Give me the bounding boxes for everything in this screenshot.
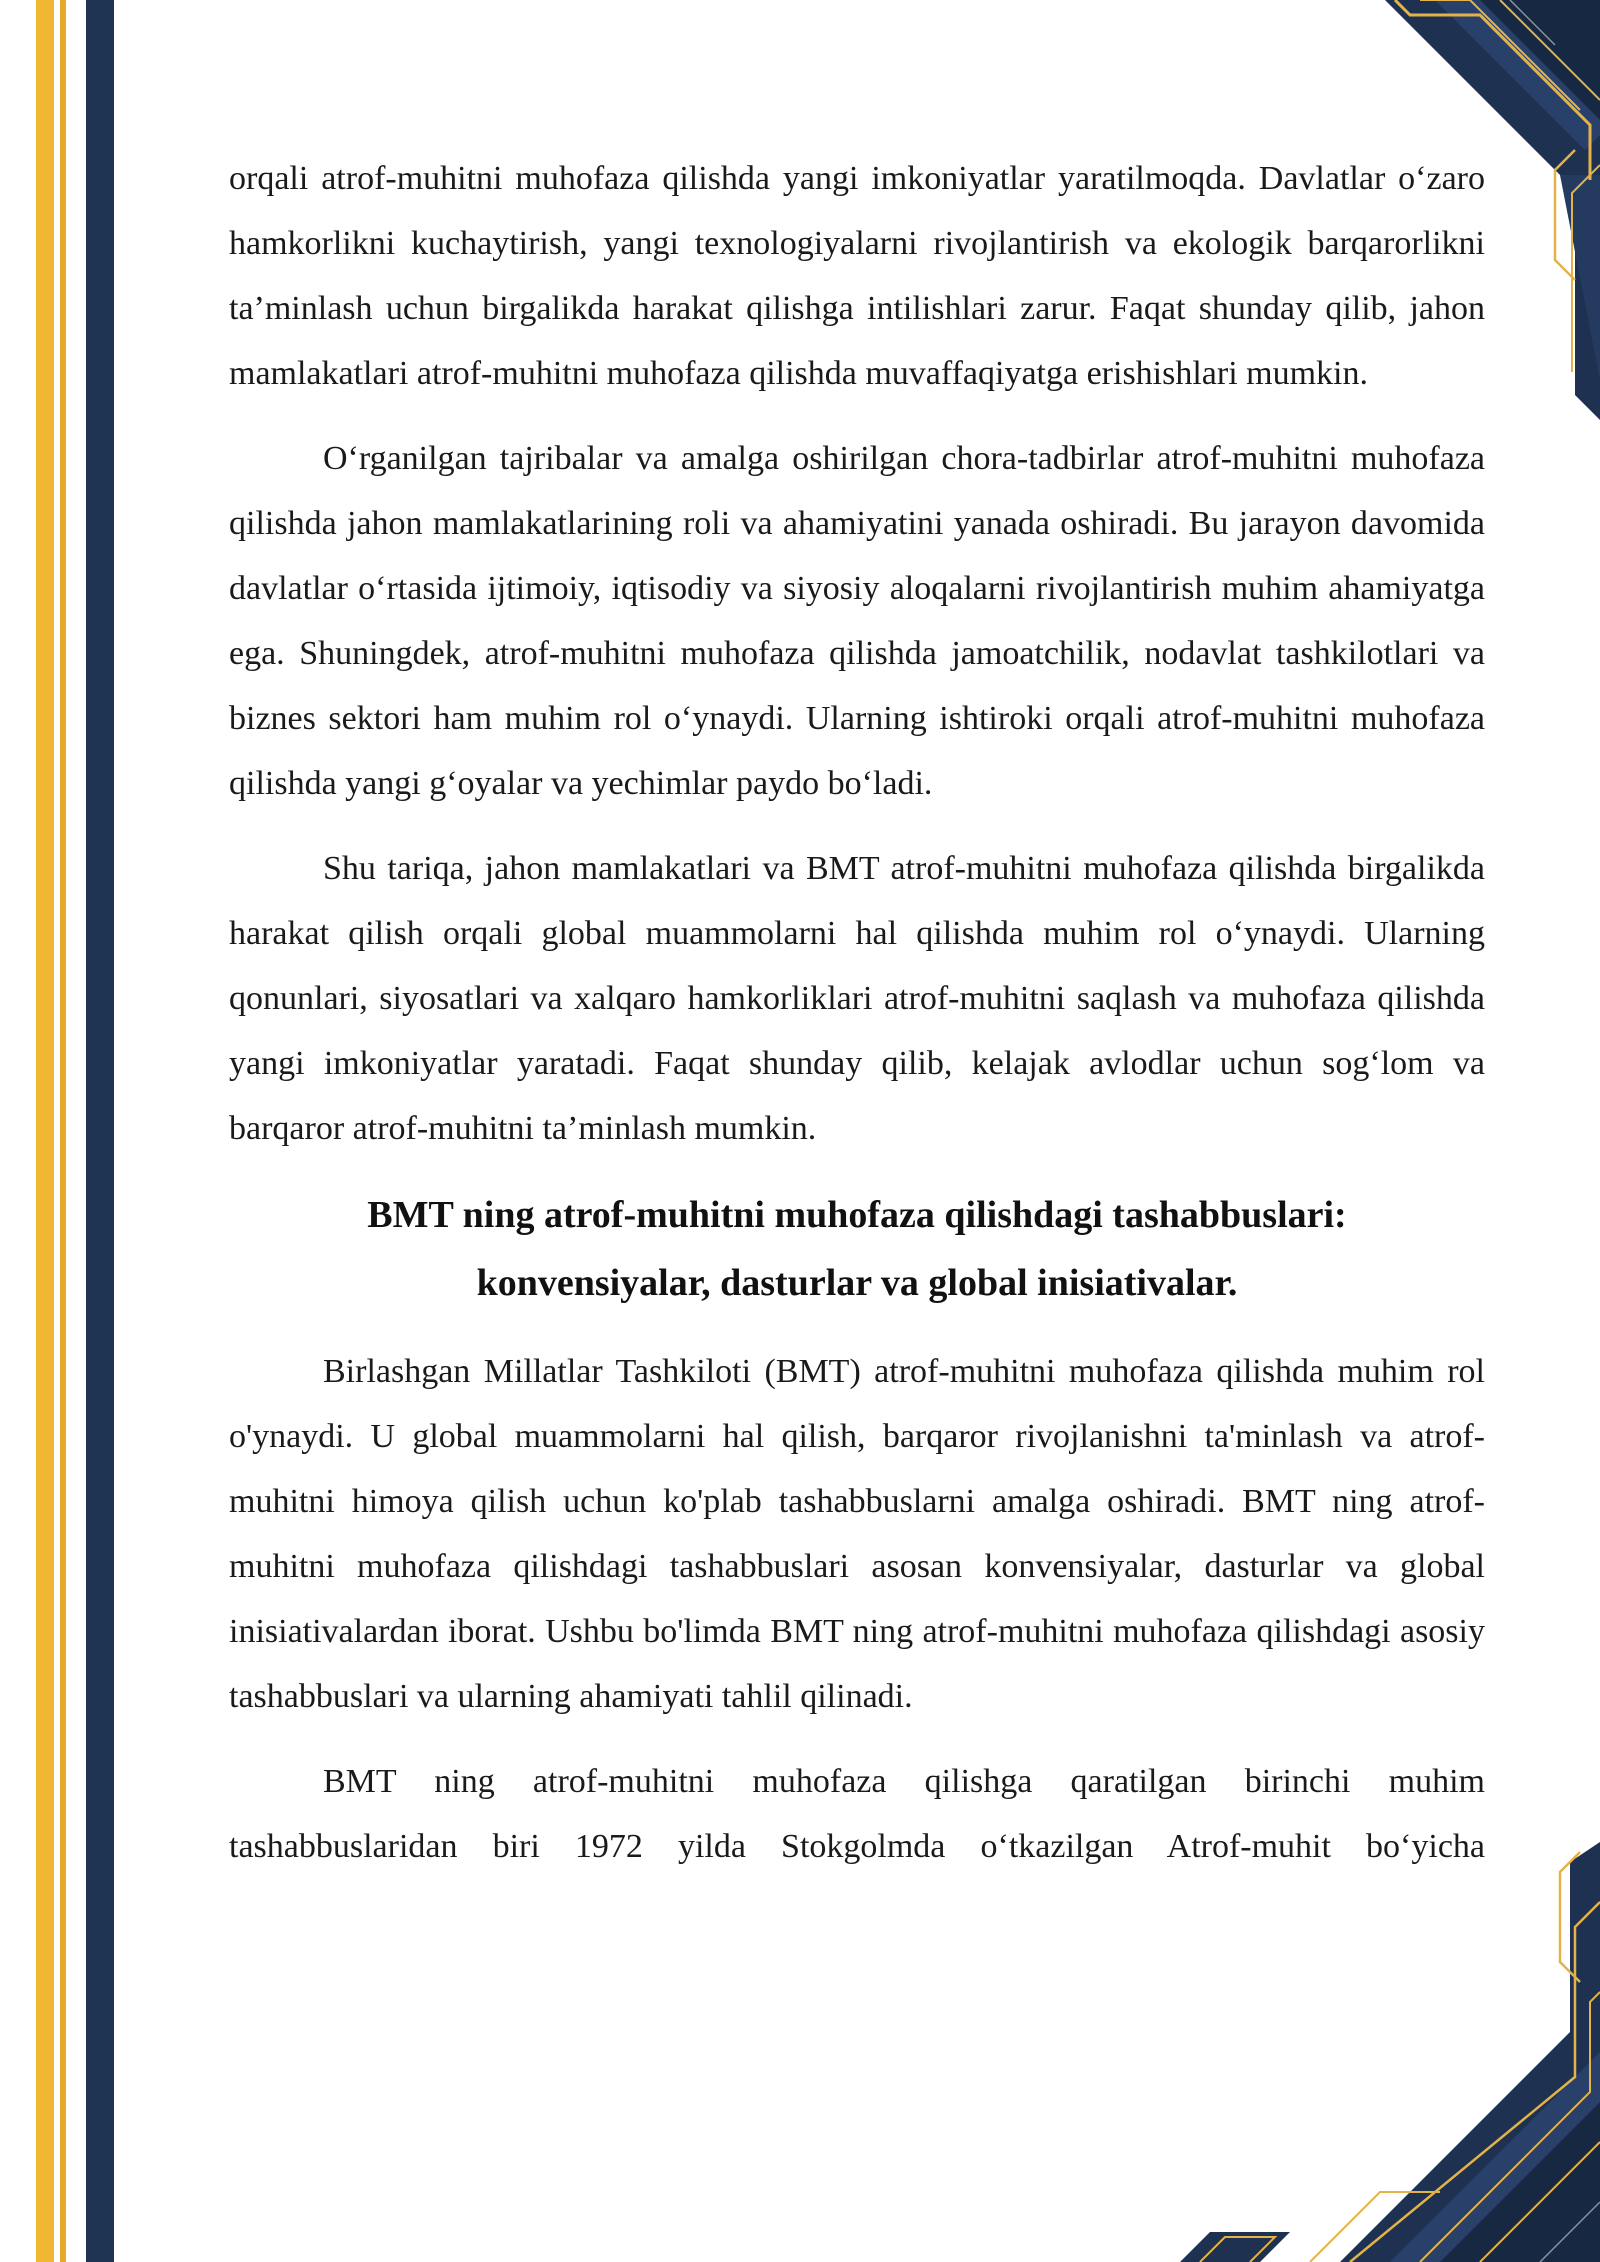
paragraph: O‘rganilgan tajribalar va amalga oshirilgan chora-tadbirlar atrof-muhitni muhofaza qilishda jahon mamlakatlarining roli va ahamiyatini yanada oshiradi. Bu jarayon davomida davlatlar o‘rtasida ijtimoiy, iqtisodiy va siyosiy aloqalarni rivojlantirish muhim ahamiyatga ega. Shuningdek, atrof-muhitni muhofaza qilishda jamoatchilik, nodavlat tashkilotlari va biznes sektori ham muhim rol o‘ynaydi. Ularning ishtiroki orqali atrof-muhitni muhofaza qilishda yangi g‘oyalar va yechimlar paydo bo‘ladi. xyxy=(229,440,1485,802)
bottom-right-corner-ornament xyxy=(1180,1842,1600,2262)
left-border-gold-stripe xyxy=(36,0,54,2262)
document-body xyxy=(229,146,1485,1899)
paragraph: Birlashgan Millatlar Tashkiloti (BMT) atrof-muhitni muhofaza qilishda muhim rol o'ynaydi. U global muammolarni hal qilish, barqaror rivojlanishni ta'minlash va atrof-muhitni himoya qilish uchun ko'plab tashabbuslarni amalga oshiradi. BMT ning atrof-muhitni muhofaza qilishdagi tashabbuslari asosan konvensiyalar, dasturlar va global inisiativalardan iborat. Ushbu bo'limda BMT ning atrof-muhitni muhofaza qilishdagi asosiy tashabbuslari va ularning ahamiyati tahlil qilinadi. xyxy=(229,1353,1485,1715)
section-heading xyxy=(229,1181,1485,1317)
section-heading-line-1: BMT ning atrof-muhitni muhofaza qilishdagi tashabbuslari: xyxy=(367,1194,1347,1236)
paragraph-continuation: orqali atrof-muhitni muhofaza qilishda yangi imkoniyatlar yaratilmoqda. Davlatlar o‘zaro hamkorlikni kuchaytirish, yangi texnologiyalarni rivojlantirish va ekologik barqarorlikni ta’minlash uchun birgalikda harakat qilishga intilishlari zarur. Faqat shunday qilib, jahon mamlakatlari atrof-muhitni muhofaza qilishda muvaffaqiyatga erishishlari mumkin. xyxy=(229,160,1485,392)
paragraph: Shu tariqa, jahon mamlakatlari va BMT atrof-muhitni muhofaza qilishda birgalikda harakat qilish orqali global muammolarni hal qilishda muhim rol o‘ynaydi. Ularning qonunlari, siyosatlari va xalqaro hamkorliklari atrof-muhitni saqlash va muhofaza qilishda yangi imkoniyatlar yaratadi. Faqat shunday qilib, kelajak avlodlar uchun sog‘lom va barqaror atrof-muhitni ta’minlash mumkin. xyxy=(229,850,1485,1147)
paragraph-truncated: BMT ning atrof-muhitni muhofaza qilishga qaratilgan birinchi muhim tashabbuslaridan biri 1972 yilda Stokgolmda o‘tkazilgan Atrof-muhit bo‘yicha xyxy=(229,1763,1485,1865)
left-border-margin xyxy=(0,0,36,2262)
left-border-gap-2 xyxy=(66,0,86,2262)
left-border-navy-stripe xyxy=(86,0,114,2262)
section-heading-line-2: konvensiyalar, dasturlar va global inisiativalar. xyxy=(476,1262,1238,1304)
